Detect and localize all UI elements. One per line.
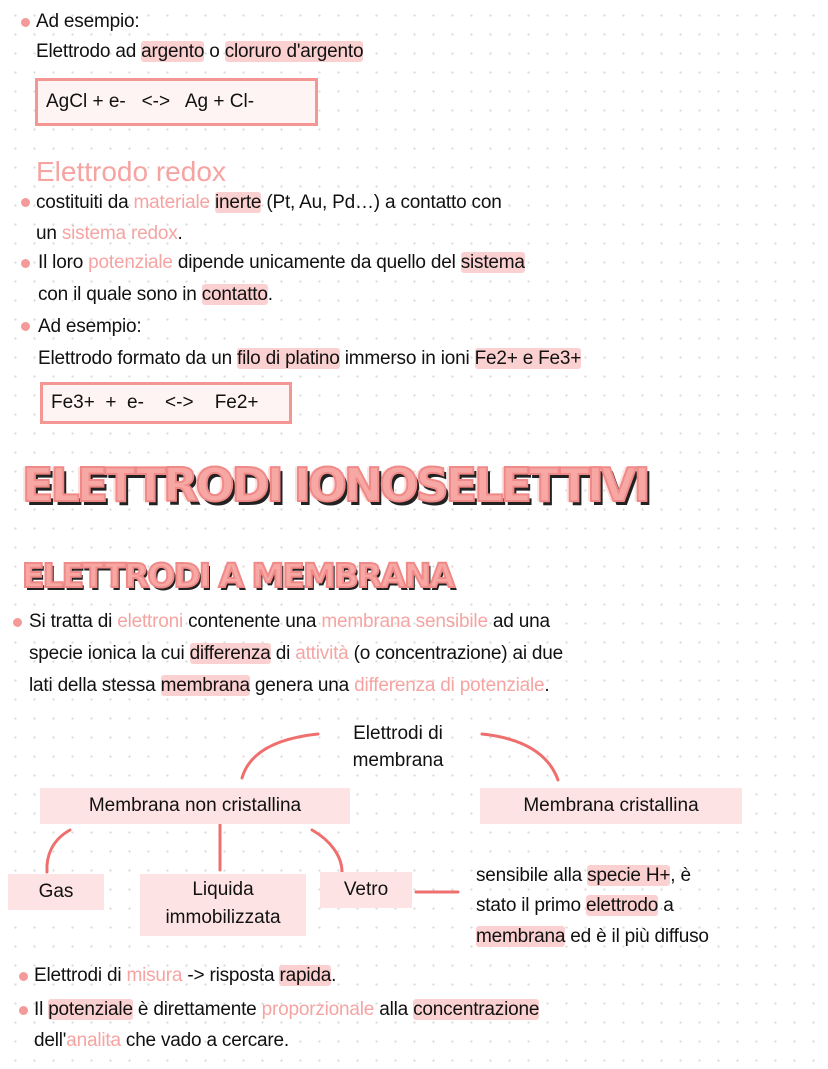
accent-text: elettroni <box>117 611 184 632</box>
node-crystalline: Membrana cristallina <box>480 788 742 824</box>
text: che vado a cercare. <box>120 1030 289 1051</box>
text: . <box>331 965 337 986</box>
root-label-1: Elettrodi di <box>353 723 443 744</box>
text: lati della stessa <box>29 675 161 696</box>
section-title: ELETTRODI A MEMBRANA <box>22 556 454 595</box>
text: Elettrodo formato da un <box>38 348 238 369</box>
root-label-2: membrana <box>352 750 444 771</box>
highlighted-text: rapida <box>279 965 332 986</box>
bullet-icon <box>19 1006 28 1015</box>
bottom-line-1 <box>34 963 336 989</box>
accent-text: materiale <box>133 192 210 213</box>
text: è direttamente <box>132 999 262 1020</box>
highlighted-text: inerte <box>214 192 262 213</box>
text: genera una <box>249 675 355 696</box>
accent-text: misura <box>126 965 183 986</box>
text: . <box>267 284 273 305</box>
text: Ad esempio: <box>36 11 140 32</box>
text: sensibile alla <box>476 865 588 886</box>
highlighted-text: membrana <box>476 926 566 947</box>
text: a <box>658 895 674 916</box>
connector-vetro <box>312 830 342 872</box>
text: Il <box>34 999 49 1020</box>
bottom-line-3 <box>34 1028 289 1054</box>
text: specie ionica la cui <box>29 643 190 664</box>
node-non-crystalline: Membrana non cristallina <box>40 788 350 824</box>
text: . <box>177 223 183 244</box>
main-title: ELETTRODI IONOSELETTIVI <box>22 458 648 512</box>
liquida-label-2: immobilizzata <box>165 907 281 928</box>
highlighted-text: membrana <box>160 675 250 696</box>
redox-heading: Elettrodo redox <box>36 156 226 187</box>
vetro-note-2 <box>476 893 674 919</box>
text: -> risposta <box>182 965 280 986</box>
fe-equation: Fe3+ + e- <-> Fe2+ <box>51 392 259 413</box>
node-liquida <box>140 874 306 936</box>
text: contenente una <box>183 611 322 632</box>
text: dell' <box>34 1030 67 1051</box>
accent-text: attività <box>295 643 349 664</box>
node-gas: Gas <box>8 874 104 910</box>
highlighted-text: concentrazione <box>413 999 540 1020</box>
highlighted-text: elettrodo <box>585 895 659 916</box>
accent-text: differenza di potenziale <box>354 675 545 696</box>
text: un <box>36 223 62 244</box>
highlighted-text: potenziale <box>48 999 133 1020</box>
text: Il loro <box>38 252 89 273</box>
text: di <box>270 643 296 664</box>
accent-text: sistema redox <box>61 223 178 244</box>
highlighted-text: Fe2+ e Fe3+ <box>474 348 582 369</box>
text: con il quale sono in <box>38 284 202 305</box>
vetro-note-1 <box>476 863 691 889</box>
text: Si tratta di <box>29 611 118 632</box>
text: costituiti da <box>36 192 134 213</box>
highlighted-text: contatto <box>201 284 268 305</box>
bullet-icon <box>19 972 28 981</box>
liquida-label-1: Liquida <box>192 879 254 900</box>
text: Ad esempio: <box>38 316 142 337</box>
accent-text: proporzionale <box>261 999 375 1020</box>
connector-left <box>242 734 318 778</box>
text: . <box>544 675 550 696</box>
highlighted-text: sistema <box>460 252 525 273</box>
highlighted-text: filo di platino <box>237 348 340 369</box>
text: (Pt, Au, Pd…) a contatto con <box>261 192 502 213</box>
highlighted-text: argento <box>141 41 205 62</box>
vetro-note-3 <box>476 924 709 950</box>
bottom-line-2 <box>34 997 539 1023</box>
highlighted-text: differenza <box>189 643 271 664</box>
text: stato il primo <box>476 895 586 916</box>
text: , è <box>670 865 691 886</box>
text: alla <box>374 999 414 1020</box>
highlighted-text: cloruro d'argento <box>224 41 364 62</box>
accent-text: analita <box>66 1030 121 1051</box>
text: dipende unicamente da quello del <box>172 252 461 273</box>
text: o <box>204 41 225 62</box>
diagram-root <box>318 720 478 774</box>
text: ed è il più diffuso <box>565 926 709 947</box>
connector-gas <box>47 830 70 872</box>
accent-text: potenziale <box>88 252 173 273</box>
node-vetro: Vetro <box>320 872 412 908</box>
text: immerso in ioni <box>339 348 475 369</box>
accent-text: membrana sensibile <box>321 611 488 632</box>
agcl-equation: AgCl + e- <-> Ag + Cl- <box>46 91 255 112</box>
text: Elettrodi di <box>34 965 127 986</box>
connector-right <box>482 734 558 780</box>
text: ad una <box>487 611 550 632</box>
highlighted-text: specie H+ <box>587 865 671 886</box>
text: (o concentrazione) ai due <box>348 643 564 664</box>
text: Elettrodo ad <box>36 41 142 62</box>
